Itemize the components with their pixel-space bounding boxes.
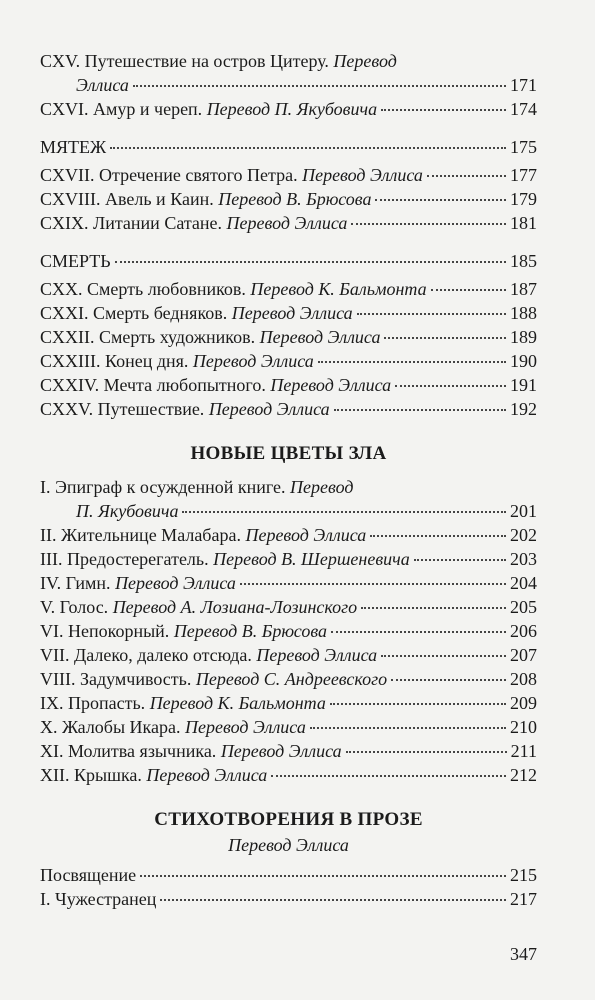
leader-dots [310,727,506,729]
entry-translator: Перевод В. Брюсова [173,621,328,641]
section-title: СМЕРТЬ [40,251,111,271]
entry-translator: Перевод К. Бальмонта [250,279,427,299]
toc-entry[interactable] [40,349,537,373]
entry-translator: Перевод К. Бальмонта [149,693,326,713]
leader-dots [271,775,506,777]
page-number: 208 [510,669,537,689]
page-number: 212 [510,765,537,785]
entry-title: IX. Пропасть. [40,693,150,713]
toc-entry[interactable] [40,619,537,643]
page-number: 192 [510,399,537,419]
entry-translator: Перевод Эллиса [270,375,392,395]
leader-dots [331,631,506,633]
entry-title: CXV. Путешествие на остров Цитеру. [40,51,334,71]
toc-entry[interactable] [40,97,537,121]
leader-dots [370,535,506,537]
entry-title: CXXIII. Конец дня. [40,351,193,371]
folio-page-number: 347 [510,944,537,964]
page-number: 211 [510,741,537,761]
page-number: 201 [510,501,537,521]
toc-entry-first-line [40,49,537,73]
page-number: 174 [510,99,537,119]
toc-entry[interactable] [40,643,537,667]
page-number: 181 [510,213,537,233]
page-number: 204 [510,573,537,593]
entry-translator: Перевод В. Брюсова [218,189,372,209]
entry-title: III. Предостерегатель. [40,549,214,569]
entry-title: VIII. Задумчивость. [40,669,196,689]
page-number: 185 [510,251,537,271]
page-number: 187 [510,279,537,299]
leader-dots [431,289,506,291]
entry-title: IV. Гимн. [40,573,116,593]
entry-translator: Перевод Эллиса [146,765,268,785]
leader-dots [110,147,506,149]
table-of-contents [40,49,537,911]
toc-entry[interactable] [40,595,537,619]
toc-entry[interactable] [40,373,537,397]
entry-translator: Перевод В. Шершеневича [213,549,410,569]
toc-entry[interactable] [40,739,537,763]
leader-dots [351,223,506,225]
entry-translator: Перевод [290,477,354,497]
leader-dots [330,703,506,705]
entry-translator: Перевод Эллиса [245,525,367,545]
entry-translator-cont: П. Якубовича [76,501,179,521]
toc-entry[interactable] [40,301,537,325]
entry-title: CXXIV. Мечта любопытного. [40,375,271,395]
entry-title: I. Чужестранец [40,889,157,909]
page-number: 190 [510,351,537,371]
entry-title: X. Жалобы Икара. [40,717,186,737]
toc-entry[interactable] [40,163,537,187]
leader-dots [334,409,506,411]
page-number: 188 [510,303,537,323]
entry-translator: Перевод А. Лозиана-Лозинского [112,597,358,617]
toc-entry[interactable] [40,397,537,421]
toc-entry[interactable] [40,715,537,739]
page-number: 209 [510,693,537,713]
leader-dots [140,875,506,877]
leader-dots [395,385,506,387]
toc-entry[interactable] [40,325,537,349]
leader-dots [318,361,506,363]
entry-title: I. Эпиграф к осужденной книге. [40,477,291,497]
leader-dots [133,85,506,87]
toc-entry-first-line [40,475,537,499]
page-number: 206 [510,621,537,641]
page-number: 217 [510,889,537,909]
leader-dots [240,583,506,585]
leader-dots [357,313,506,315]
toc-section-revolt[interactable] [40,135,537,159]
entry-title: Посвящение [40,865,137,885]
entry-translator: Перевод Эллиса [231,303,353,323]
part-subheading-translator: Перевод Эллиса [228,835,349,855]
entry-title: CXVI. Амур и череп. [40,99,207,119]
entry-title: II. Жительнице Малабара. [40,525,246,545]
part-heading-new-flowers: НОВЫЕ ЦВЕТЫ ЗЛА [190,443,387,464]
leader-dots [375,199,506,201]
page-number: 205 [510,597,537,617]
entry-translator: Перевод Эллиса [115,573,236,593]
page-number: 203 [510,549,537,569]
toc-entry[interactable] [40,763,537,787]
leader-dots [391,679,506,681]
entry-translator: Перевод Эллиса [192,351,314,371]
toc-entry[interactable] [40,887,537,911]
entry-title: CXXI. Смерть бедняков. [40,303,232,323]
toc-entry[interactable] [40,211,537,235]
toc-entry[interactable] [40,547,537,571]
entry-title: XII. Крышка. [40,765,147,785]
toc-entry[interactable] [40,571,537,595]
page-number: 210 [510,717,537,737]
page-number: 177 [510,165,537,185]
page-number: 191 [510,375,537,395]
page-number: 215 [510,865,537,885]
entry-title: CXX. Смерть любовников. [40,279,251,299]
entry-title: V. Голос. [40,597,113,617]
toc-entry[interactable] [40,691,537,715]
toc-entry[interactable] [40,499,537,523]
entry-title: VI. Непокорный. [40,621,174,641]
entry-translator: Перевод Эллиса [226,213,348,233]
entry-title: CXXV. Путешествие. [40,399,209,419]
leader-dots [384,337,506,339]
page-number: 175 [510,137,537,157]
entry-title: CXVII. Отречение святого Петра. [40,165,303,185]
toc-entry[interactable] [40,863,537,887]
leader-dots [115,261,506,263]
entry-translator: Перевод Эллиса [302,165,423,185]
entry-translator-cont: Эллиса [76,75,129,95]
entry-title: CXIX. Литании Сатане. [40,213,227,233]
leader-dots [414,559,506,561]
entry-title: CXVIII. Авель и Каин. [40,189,219,209]
toc-entry[interactable] [40,277,537,301]
entry-translator: Перевод С. Андреевского [195,669,388,689]
part-heading-prose-poems: СТИХОТВОРЕНИЯ В ПРОЗЕ [154,809,423,830]
leader-dots [381,655,506,657]
toc-entry[interactable] [40,187,537,211]
toc-entry[interactable] [40,667,537,691]
page-number: 179 [510,189,537,209]
toc-entry[interactable] [40,523,537,547]
entry-translator: Перевод П. Якубовича [206,99,378,119]
leader-dots [160,899,506,901]
entry-translator: Перевод Эллиса [259,327,381,347]
entry-title: VII. Далеко, далеко отсюда. [40,645,257,665]
page-number: 189 [510,327,537,347]
entry-translator: Перевод Эллиса [185,717,306,737]
page-number: 202 [510,525,537,545]
entry-title: XI. Молитва язычника. [40,741,221,761]
leader-dots [361,607,506,609]
entry-translator: Перевод Эллиса [220,741,342,761]
toc-entry[interactable] [40,73,537,97]
page-number: 171 [510,75,537,95]
leader-dots [381,109,506,111]
toc-section-death[interactable] [40,249,537,273]
page-number: 207 [510,645,537,665]
leader-dots [182,511,506,513]
entry-title: CXXII. Смерть художников. [40,327,260,347]
leader-dots [346,751,507,753]
entry-translator: Перевод [333,51,397,71]
entry-translator: Перевод Эллиса [208,399,330,419]
section-title: МЯТЕЖ [40,137,107,157]
entry-translator: Перевод Эллиса [256,645,378,665]
leader-dots [427,175,506,177]
